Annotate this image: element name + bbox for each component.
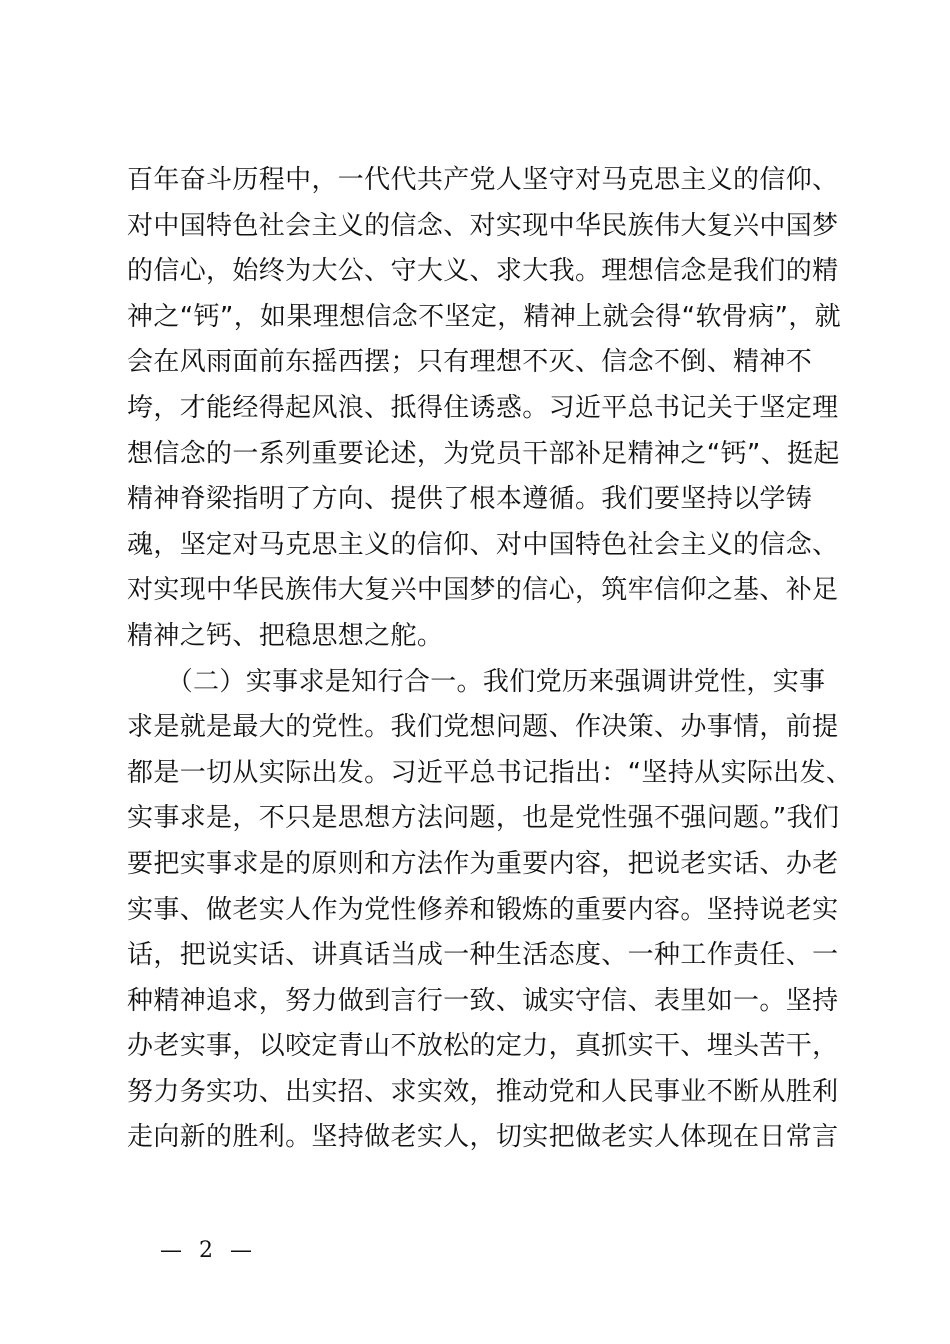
text-line: 办老实事，以咬定青山不放松的定力，真抓实干、埋头苦干， — [127, 1031, 839, 1062]
text-line: 努力务实功、出实招、求实效，推动党和人民事业不断从胜利 — [127, 1076, 839, 1107]
text-line: 百年奋斗历程中，一代代共产党人坚守对马克思主义的信仰、 — [127, 165, 839, 195]
text-line: 魂，坚定对马克思主义的信仰、对中国特色社会主义的信念、 — [127, 529, 839, 560]
text-line: 要把实事求是的原则和方法作为重要内容，把说老实话、办老 — [127, 848, 839, 879]
text-line: 都是一切从实际出发。习近平总书记指出：“坚持从实际出发、 — [127, 757, 853, 788]
text-line: 实事求是，不只是思想方法问题，也是党性强不强问题。”我们 — [127, 803, 840, 834]
text-line: 精神脊梁指明了方向、提供了根本遵循。我们要坚持以学铸 — [127, 484, 813, 515]
text-line: 对实现中华民族伟大复兴中国梦的信心，筑牢信仰之基、补足 — [127, 575, 839, 606]
text-line: 会在风雨面前东摇西摆；只有理想不灭、信念不倒、精神不 — [127, 347, 813, 378]
text-line: 对中国特色社会主义的信念、对实现中华民族伟大复兴中国梦 — [127, 210, 839, 241]
text-line: 话，把说实话、讲真话当成一种生活态度、一种工作责任、一 — [127, 940, 839, 971]
text-line: 种精神追求，努力做到言行一致、诚实守信、表里如一。坚持 — [127, 985, 839, 1016]
text-line: 实事、做老实人作为党性修养和锻炼的重要内容。坚持说老实 — [127, 894, 839, 925]
text-line: 想信念的一系列重要论述，为党员干部补足精神之“钙”、挺起 — [127, 438, 840, 469]
text-line: 求是就是最大的党性。我们党想问题、作决策、办事情，前提 — [127, 712, 839, 743]
page-number: — 2 — — [160, 1238, 257, 1263]
text-line: 神之“钙”，如果理想信念不坚定，精神上就会得“软骨病”，就 — [127, 301, 842, 332]
text-line: 的信心，始终为大公、守大义、求大我。理想信念是我们的精 — [127, 256, 839, 287]
body-text — [127, 158, 853, 1161]
text-line: 走向新的胜利。坚持做老实人，切实把做老实人体现在日常言 — [127, 1122, 839, 1153]
text-line: 垮，才能经得起风浪、抵得住诱惑。习近平总书记关于坚定理 — [127, 392, 839, 423]
text-line: （二）实事求是知行合一。我们党历来强调讲党性，实事 — [127, 666, 826, 697]
text-line: 精神之钙、把稳思想之舵。 — [127, 620, 444, 651]
